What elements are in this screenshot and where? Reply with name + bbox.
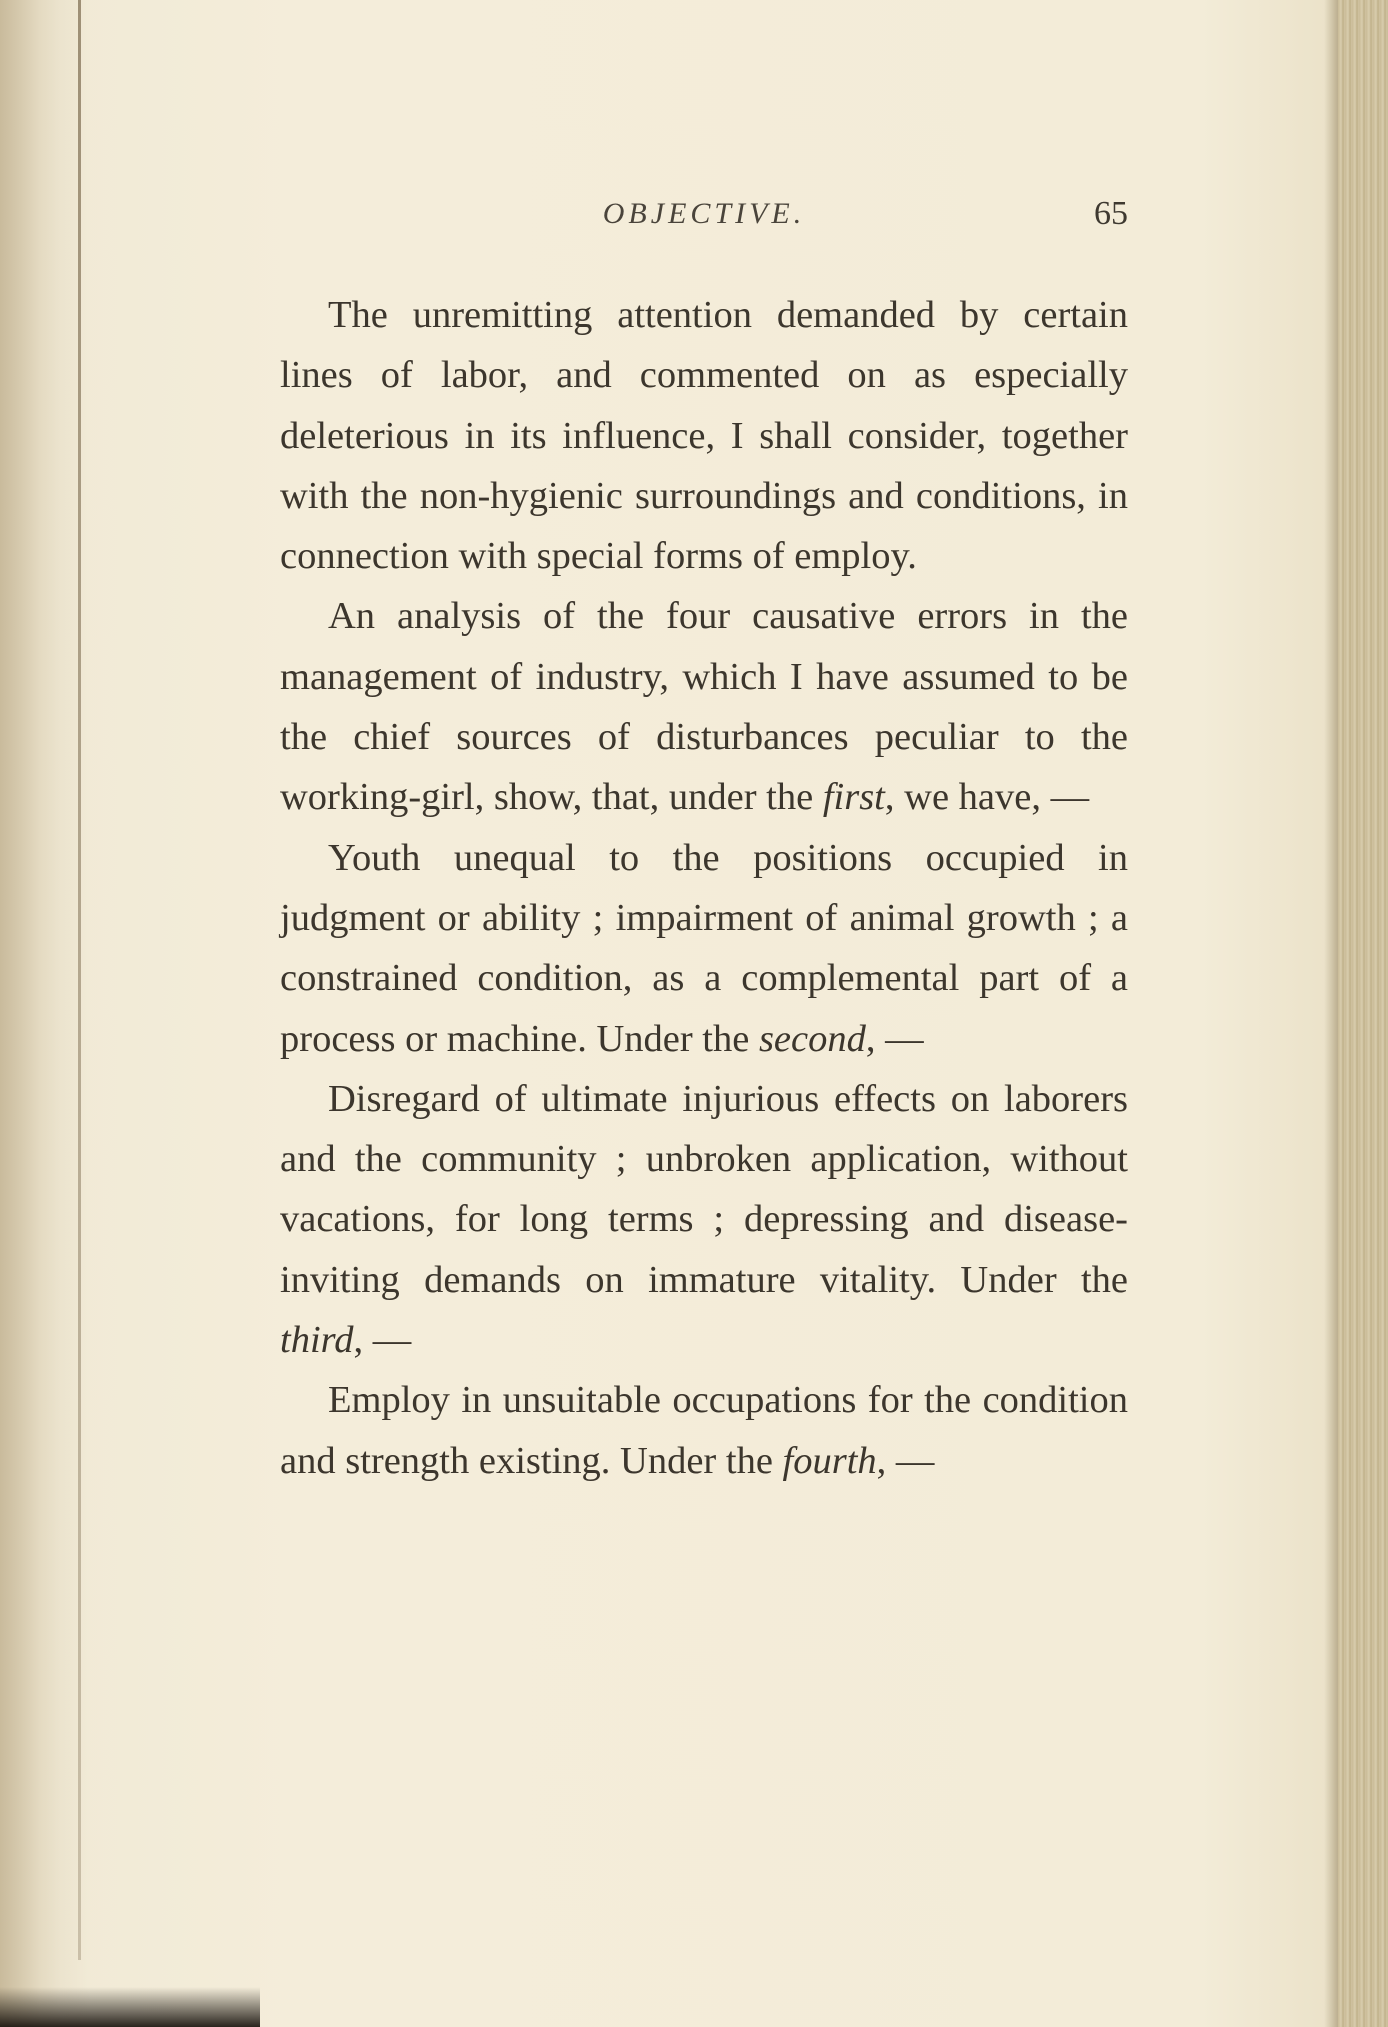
page-corner-shadow xyxy=(0,1987,260,2027)
paragraph-2 xyxy=(280,586,1128,827)
body-text xyxy=(280,285,1128,1491)
emphasis-first: first xyxy=(822,776,885,819)
paragraph-1 xyxy=(280,285,1128,586)
paragraph-3 xyxy=(280,828,1128,1069)
page-binding-shadow xyxy=(0,0,90,2027)
paragraph-4 xyxy=(280,1069,1128,1370)
page-number: 65 xyxy=(1094,195,1128,232)
page-edge-shadow xyxy=(1324,0,1338,2027)
paragraph-5-tail: , — xyxy=(876,1439,935,1482)
spine-edge xyxy=(78,0,81,1960)
emphasis-third: third xyxy=(280,1319,354,1362)
paragraph-3-text: Youth unequal to the positions occupied in judgment or ability ; impairment of animal growth ; a constrained condition, as a complemental part of a process or machine. Under the xyxy=(280,836,1128,1060)
paragraph-2-text: An analysis of the four causative errors in the management of industry, which I have assumed to be the chief sources of disturbances peculiar to the working-girl, show, that, under the xyxy=(280,595,1128,819)
paragraph-2-tail: , we have, — xyxy=(884,776,1090,819)
running-title: OBJECTIVE. xyxy=(602,197,806,230)
paragraph-3-tail: , — xyxy=(865,1017,924,1060)
paragraph-4-tail: , — xyxy=(353,1319,412,1362)
running-head xyxy=(280,197,1128,237)
paragraph-4-text: Disregard of ultimate injurious effects on laborers and the community ; unbroken application, without vacations, for long terms ; depressing and disease-inviting demands on immature vitality. Under the xyxy=(280,1077,1128,1301)
paragraph-5-text: Employ in unsuitable occupations for the condition and strength existing. Under the xyxy=(280,1379,1128,1482)
paragraph-1-text: The unremitting attention demanded by certain lines of labor, and commented on as especially deleterious in its influence, I shall consider, together with the non-hygienic surroundings and conditions, in connection with special forms of employ. xyxy=(280,294,1128,578)
paragraph-5 xyxy=(280,1370,1128,1491)
emphasis-second: second xyxy=(758,1017,866,1060)
page-fore-edge xyxy=(1338,0,1388,2027)
emphasis-fourth: fourth xyxy=(782,1439,877,1482)
